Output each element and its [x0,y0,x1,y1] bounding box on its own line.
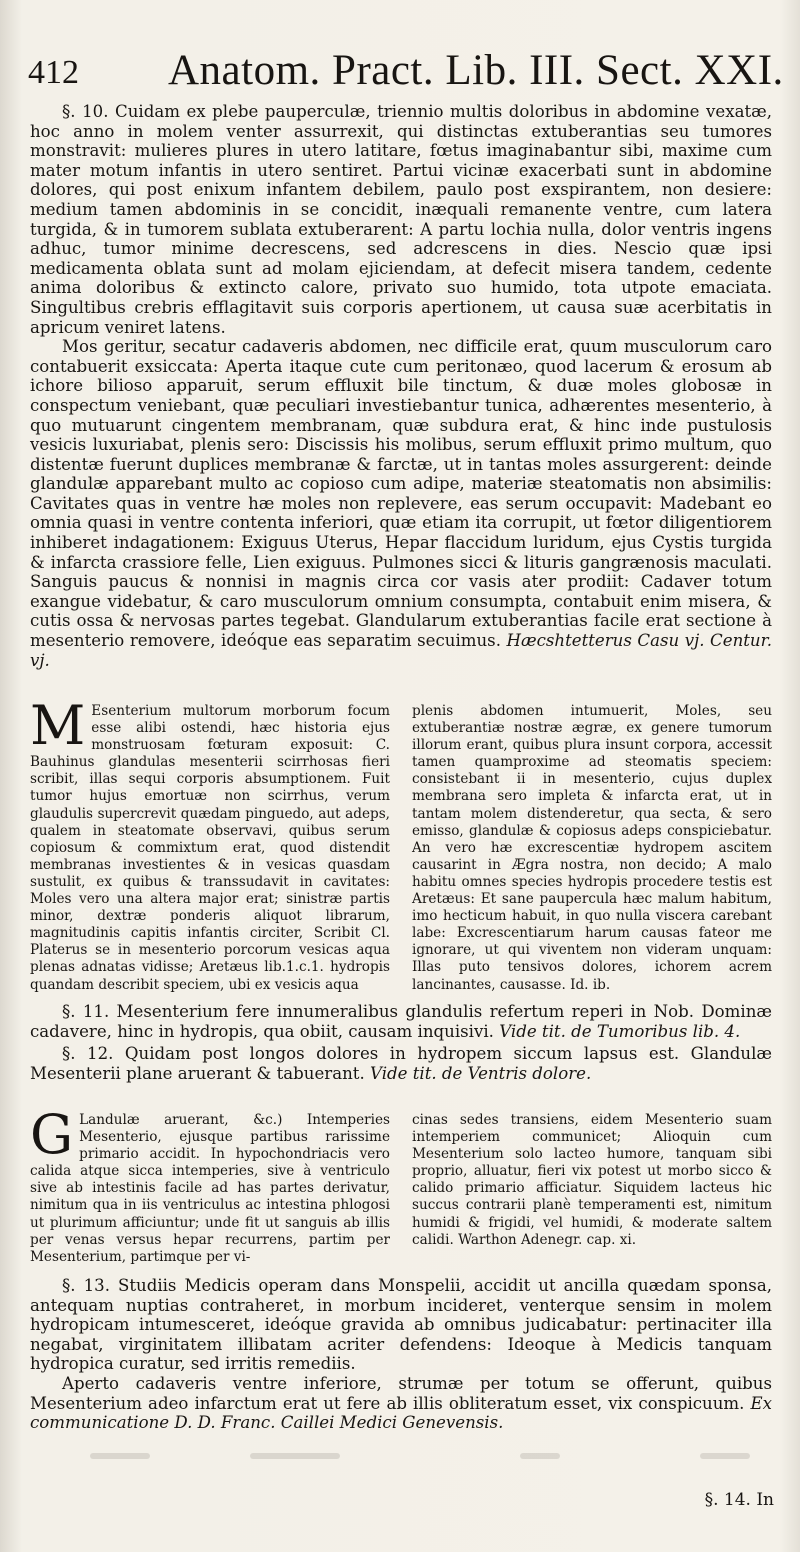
section-13-paragraph-1: §. 13. Studiis Medicis operam dans Monspelii, accidit ut ancilla quædam sponsa, antequam nuptias contraheret, in morbum incideret, venterque sensim in molem hydropicam intumesceret, ideóque gravida ab omnibus judicabatur: pertinaciter illa negabat, virginitatem illibatam acriter defendens: Ideoque à Medicis tanquam hydropica curatur, sed irritis remediis. [30,1276,772,1374]
section-12 [30,1044,772,1083]
commentary-1-left-text: Esenterium multorum morborum focum esse alibi ostendi, hæc historia ejus monstruosam fœturam exposuit: C. Bauhinus glandulas mesenterii scirrhosas fieri scribit, illas sequi corporis absumptionem. Fuit tumor hujus emortuæ non scirrhus, verum glaudulis supercrevit quædam pinguedo, aut adeps, qualem in steatomate observavi, quibus serum copiosum & commixtum erat, quod distendit membranas investientes & in vesicas quasdam sustulit, ex quibus & transsudavit in cavitates: Moles vero una altera major erat; sinistræ partis minor, dextræ ponderis aliquot librarum, magnitudinis capitis infantis circiter, Scribit Cl. Platerus se in mesenterio porcorum vesicas aqua plenas adnatas vidisse; Aretæus lib.1.c.1. hydropis quandam describit speciem, ubi ex vesicis aqua [30,703,390,993]
commentary-2-right-column: cinas sedes transiens, eidem Mesenterio suam intemperiem communicet; Alioquin cum Mesenterium solo lacteo humore, tanquam sibi proprio, alluatur, fieri vix potest ut morbo sicco & calido primario afficiatur. Siquidem lacteus hic succus contrarii planè temperamenti est, nimitum humidi & frigidi, vel humidi, & moderate saltem calidi. Warthon Adenegr. cap. xi. [412,1112,772,1248]
commentary-2-left-column [30,1103,390,1266]
section-12-citation: Vide tit. de Ventris dolore. [370,1063,592,1083]
commentary-2-dropcap: G [30,1103,74,1166]
commentary-2-left-text: Landulæ aruerant, &c.) Intemperies Mesenterio, ejusque partibus rarissime primario accidit. In hypochondriacis vero calida atque sicca intemperies, sive à ventriculo sive ab intestinis facile ad has partes derivatur, nimitum qua in iis ventriculus ac intestina phlogosi ut plurimum afficiuntur; unde fit ut sanguis ab illis per venas versus hepar recurrens, partim per Mesenterium, partimque per vi- [30,1112,390,1265]
commentary-1-left-column [30,694,390,994]
commentary-2 [30,1103,772,1268]
section-11-paragraph [30,1002,772,1041]
page-number: 412 [28,54,79,91]
section-10-citation: Hæcshtetterus Casu vj. Centur. vj. [30,631,772,670]
section-11 [30,1002,772,1041]
page-header [28,46,784,100]
section-13-paragraph-2-text: Aperto cadaveris ventre inferiore, strumæ per totum se offerunt, quibus Mesenterium adeo infarctum erat ut fere ab illis obliteratum esset, vix conspicuum. [30,1373,772,1413]
section-13-paragraph-2 [30,1374,772,1433]
section-12-paragraph [30,1044,772,1083]
section-10-paragraph-2 [30,337,772,670]
commentary-1 [30,694,772,995]
bleed-mark [520,1453,560,1459]
section-11-citation: Vide tit. de Tumoribus lib. 4. [499,1021,741,1041]
section-10 [30,102,772,670]
show-through-bleed [0,1448,800,1464]
section-10-paragraph-1: §. 10. Cuidam ex plebe pauperculæ, triennio multis doloribus in abdomine vexatæ, hoc anno in molem venter assurrexit, qui distinctas extuberantias seu tumores monstravit: mulieres plures in utero latitare, fœtus imaginabantur sibi, maxime cum mater motum infantis in utero sentiret. Partui vicinæ exacerbati sunt in abdomine dolores, qui post enixum infantem debilem, paulo post exspirantem, non desiere: medium tamen abdominis in se concidit, inæquali remanente ventre, cum latera turgida, & in tumorem sublata extuberarent: A partu lochia nulla, dolor ventris ingens adhuc, tumor minime decrescens, sed adcrescens in dies. Nescio quæ ipsi medicamenta oblata sunt ad molam ejiciendam, at defecit misera tandem, cedente anima doloribus & extincto calore, privato suo humido, tota utpote emaciata. Singultibus crebris efflagitavit suis corporis apertionem, ut causa suæ acerbitatis in apricum veniret latens. [30,102,772,337]
bleed-mark [90,1453,150,1459]
section-13-citation: Ex communicatione D. D. Franc. Caillei Medici Genevensis. [30,1393,772,1433]
running-title: Anatom. Pract. Lib. III. Sect. XXI. [168,47,784,94]
section-10-paragraph-2-text: Mos geritur, secatur cadaveris abdomen, nec difficile erat, quum musculorum caro contabuerit exsiccata: Aperta itaque cute cum peritonæo, quod lacerum & erosum ab ichore bilioso apparuit, serum effluxit bile tinctum, & duæ moles globosæ in conspectum veniebant, quæ peculiari investiebantur tunica, adhærentes mesenterio, à quo mutuarunt cingentem membranam, quæ subdura erat, & hinc inde pustulosis vesicis luxuriabat, plenis sero: Discissis his molibus, serum effluxit primo multum, quo distentæ fuerunt duplices membranæ & farctæ, ut in tantas moles assurgerent: deinde glandulæ apparebant multo ac copioso cum adipe, materiæ steatomatis non absimilis: Cavitates quas in ventre hæ moles non replevere, eas serum occupavit: Madebant eo omnia quasi in ventre contenta inferiori, quæ etiam ita corrupit, ut fœtor diligentiorem inhiberet indagationem: Exiguus Uterus, Hepar flaccidum luridum, ejus Cystis turgida & infarcta crassiore felle, Lien exiguus. Pulmones sicci & lituris gangrænosis maculati. Sanguis paucus & nonnisi in magnis circa cor vasis ater prodiit: Cadaver totum exangue videbatur, & caro musculorum omnium consumpta, contabuit enim misera, & cutis ossa & nervosas partes tegebat. Glandularum extuberantias facile erat sectione à mesenterio removere, ideóque eas separatim secuimus. [30,337,772,651]
commentary-1-dropcap: M [30,694,86,757]
section-11-text: §. 11. Mesenterium fere innumeralibus glandulis refertum reperi in Nob. Dominæ cadavere, hinc in hydropis, qua obiit, causam inquisivi. [30,1002,772,1041]
bleed-mark [700,1453,750,1459]
catchword: §. 14. In [704,1490,774,1510]
bleed-mark [250,1453,340,1459]
commentary-1-right-column: plenis abdomen intumuerit, Moles, seu extuberantiæ nostræ ægræ, ex genere tumorum illorum erant, quibus plura insunt corpora, accessit tamen quamproxime ad steomatis speciem: consistebant ii in mesenterio, cujus duplex membrana sero impleta & infarcta erat, ut in tantam molem distenderetur, qua secta, & sero emisso, glandulæ & copiosus adeps conspiciebatur. An vero hæ excrescentiæ hydropem ascitem causarint in Ægra nostra, non decido; A malo habitu omnes species hydropis procedere testis est Aretæus: Et sane paupercula hæc malum habitum, imo hecticum habuit, in quo nulla viscera carebant labe: Excrescentiarum harum causas fateor me ignorare, ut qui viventem non videram unquam: Illas puto tensivos dolores, ichorem acrem lancinantes, causasse. Id. ib. [412,703,772,993]
section-13 [30,1276,772,1433]
section-12-text: §. 12. Quidam post longos dolores in hydropem siccum lapsus est. Glandulæ Mesenterii plane aruerant & tabuerant. [30,1044,772,1083]
